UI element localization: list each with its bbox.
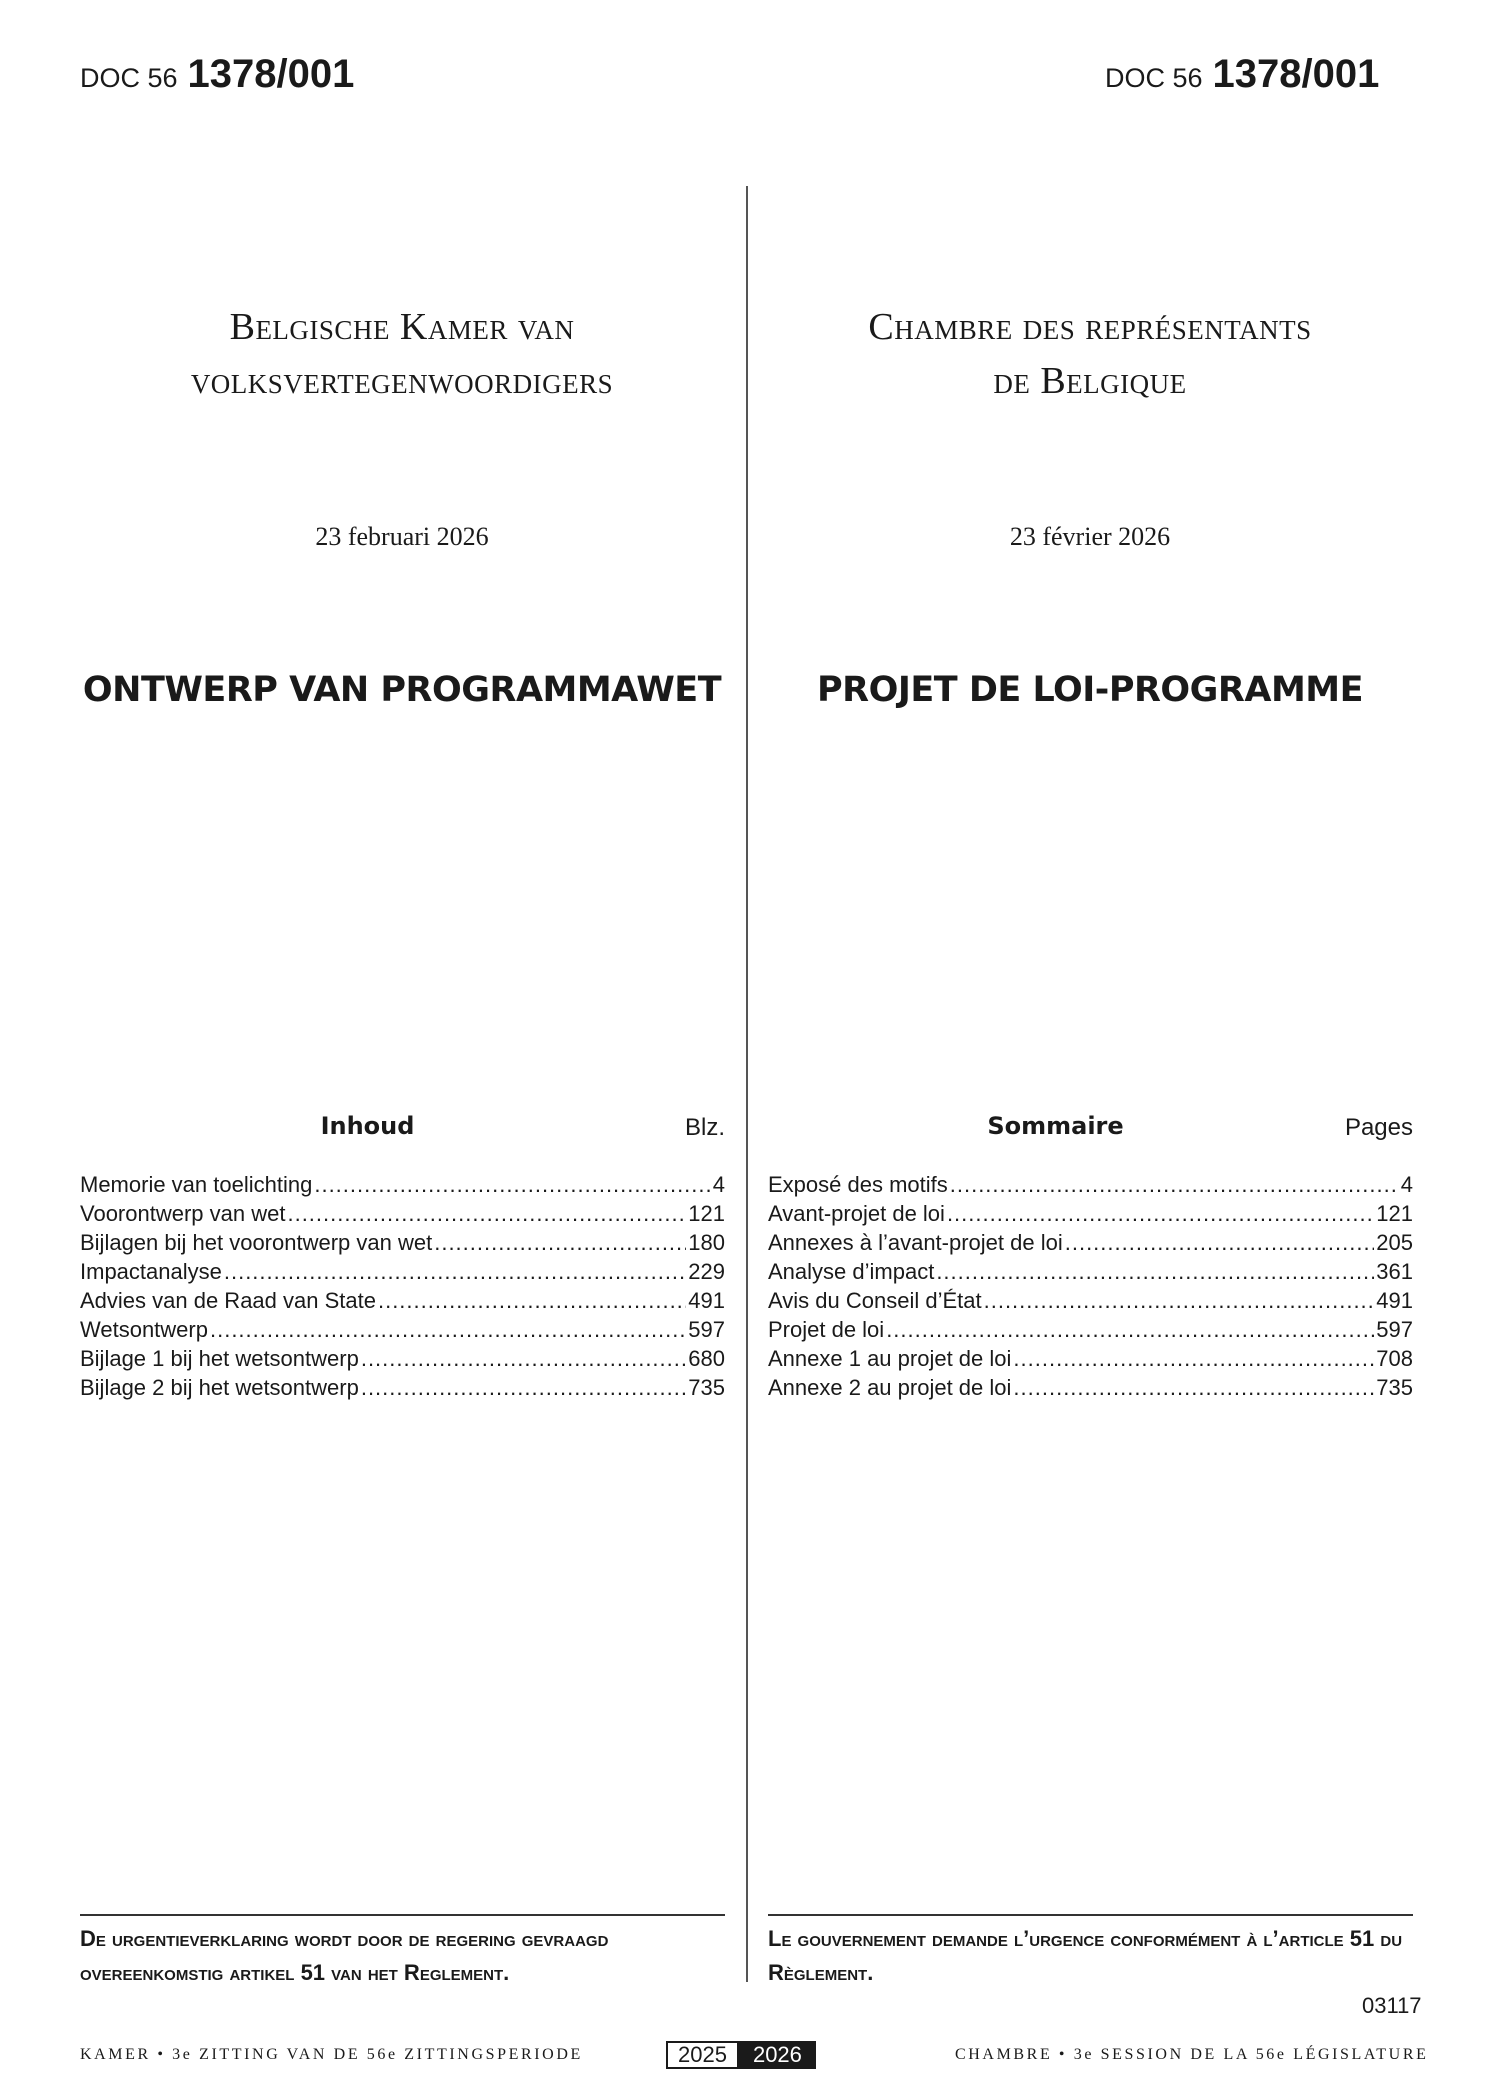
toc-entry (80, 1315, 725, 1344)
section-rule (768, 1914, 1413, 1916)
toc-entry-label: Bijlage 1 bij het wetsontwerp (80, 1346, 359, 1371)
footer-session-nl: KAMER • 3e ZITTING VAN DE 56e ZITTINGSPERIODE (80, 2046, 583, 2063)
date-fr: 23 février 2026 (1009, 522, 1171, 551)
toc-leader-dots (210, 1315, 686, 1344)
toc-entry-page: 4 (712, 1172, 725, 1197)
toc-entry (80, 1170, 725, 1199)
toc-entry-label: Exposé des motifs (768, 1172, 948, 1197)
toc-entry-label: Bijlagen bij het voorontwerp van wet (80, 1230, 433, 1255)
toc-entry (768, 1257, 1413, 1286)
toc-entry-page: 205 (1376, 1230, 1413, 1255)
toc-entry-page: 491 (1376, 1288, 1413, 1313)
toc-leader-dots (886, 1315, 1374, 1344)
toc-leader-dots (1065, 1228, 1375, 1257)
toc-entry-label: Advies van de Raad van State (80, 1288, 376, 1313)
doc-prefix: DOC 56 (80, 63, 178, 93)
toc-entry-page: 180 (688, 1230, 725, 1255)
toc-entry (80, 1257, 725, 1286)
toc-entry-page: 121 (1376, 1201, 1413, 1226)
toc-pages-label: Pages (1344, 1114, 1413, 1141)
toc-entry (768, 1170, 1413, 1199)
toc-leader-dots (984, 1286, 1375, 1315)
toc-leader-dots (224, 1257, 686, 1286)
toc-entry-page: 597 (688, 1317, 725, 1342)
toc-entry-page: 229 (688, 1259, 725, 1284)
toc-header (80, 1112, 725, 1152)
toc-entry (80, 1228, 725, 1257)
toc-entry-label: Voorontwerp van wet (80, 1201, 286, 1226)
toc-entry-label: Memorie van toelichting (80, 1172, 313, 1197)
toc-entry (768, 1228, 1413, 1257)
year-start: 2025 (666, 2041, 739, 2069)
table-of-contents-nl (80, 1112, 725, 1402)
toc-leader-dots (287, 1199, 686, 1228)
toc-entry-label: Wetsontwerp (80, 1317, 208, 1342)
toc-entry (80, 1286, 725, 1315)
toc-entry (768, 1286, 1413, 1315)
toc-leader-dots (314, 1170, 710, 1199)
toc-entry-page: 361 (1376, 1259, 1413, 1284)
toc-entry-page: 680 (688, 1346, 725, 1371)
institution-line-2: volksvertegenwoordigers (190, 360, 614, 402)
toc-entry-page: 491 (688, 1288, 725, 1313)
toc-entry-label: Annexe 2 au projet de loi (768, 1375, 1012, 1400)
toc-entry-label: Bijlage 2 bij het wetsontwerp (80, 1375, 359, 1400)
toc-entry-label: Projet de loi (768, 1317, 885, 1342)
doc-reference-left (80, 52, 354, 97)
institution-name-fr (760, 300, 1420, 408)
toc-leader-dots (947, 1199, 1374, 1228)
toc-entry (768, 1199, 1413, 1228)
urgency-notice-fr: Le gouvernement demande l’urgence conformément à l’article 51 du Règlement. (768, 1926, 1403, 1985)
urgency-notice-nl: De urgentieverklaring wordt door de regering gevraagd overeenkomstig artikel 51 van het Reglement. (80, 1926, 609, 1985)
toc-entry-label: Analyse d’impact (768, 1259, 935, 1284)
doc-prefix: DOC 56 (1105, 63, 1203, 93)
toc-leader-dots (378, 1286, 686, 1315)
institution-line-1: Belgische Kamer van (229, 306, 575, 348)
doc-reference-right (1105, 52, 1379, 97)
toc-heading: Inhoud (320, 1112, 415, 1140)
toc-entry-page: 735 (688, 1375, 725, 1400)
toc-entry (80, 1199, 725, 1228)
toc-leader-dots (936, 1257, 1374, 1286)
toc-entry (768, 1373, 1413, 1402)
toc-entry (768, 1344, 1413, 1373)
doc-number: 1378/001 (1212, 52, 1380, 96)
column-divider (746, 186, 748, 1982)
toc-entry-label: Annexe 1 au projet de loi (768, 1346, 1012, 1371)
document-title-nl: ONTWERP VAN PROGRAMMAWET (82, 670, 722, 710)
table-of-contents-fr (768, 1112, 1413, 1402)
document-code: 03117 (1362, 1993, 1422, 2018)
session-years (666, 2041, 816, 2069)
toc-heading: Sommaire (987, 1112, 1124, 1140)
institution-line-1: Chambre des représentants (868, 306, 1312, 348)
doc-number: 1378/001 (187, 52, 355, 96)
toc-leader-dots (361, 1373, 686, 1402)
toc-entry-label: Annexes à l’avant-projet de loi (768, 1230, 1063, 1255)
toc-entry (80, 1373, 725, 1402)
toc-header (768, 1112, 1413, 1152)
toc-entry (768, 1315, 1413, 1344)
toc-entry-label: Avant-projet de loi (768, 1201, 945, 1226)
section-rule (80, 1914, 725, 1916)
toc-leader-dots (1013, 1344, 1374, 1373)
institution-line-2: de Belgique (993, 360, 1187, 402)
toc-leader-dots (434, 1228, 686, 1257)
year-end: 2026 (739, 2041, 816, 2069)
toc-leader-dots (361, 1344, 686, 1373)
toc-entry-label: Impactanalyse (80, 1259, 222, 1284)
toc-leader-dots (950, 1170, 1399, 1199)
toc-entry (80, 1344, 725, 1373)
toc-entry-page: 708 (1376, 1346, 1413, 1371)
toc-entry-page: 597 (1376, 1317, 1413, 1342)
date-nl: 23 februari 2026 (315, 522, 489, 551)
toc-pages-label: Blz. (684, 1114, 725, 1141)
toc-leader-dots (1013, 1373, 1374, 1402)
toc-entry-page: 735 (1376, 1375, 1413, 1400)
toc-entry-page: 121 (688, 1201, 725, 1226)
institution-name-nl (72, 300, 732, 408)
toc-entry-label: Avis du Conseil d’État (768, 1288, 982, 1313)
document-title-fr: PROJET DE LOI-PROGRAMME (816, 670, 1364, 710)
footer-session-fr: CHAMBRE • 3e SESSION DE LA 56e LÉGISLATURE (955, 2046, 1429, 2063)
toc-entry-page: 4 (1400, 1172, 1413, 1197)
